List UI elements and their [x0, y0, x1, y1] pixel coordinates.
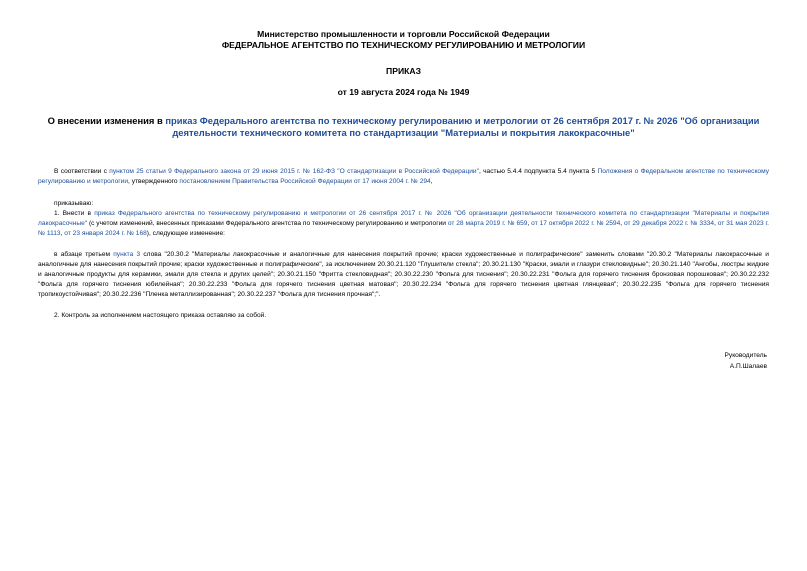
item1-text-3: , — [527, 220, 532, 227]
amendment-paragraph — [38, 250, 769, 300]
order-word: приказываю: — [54, 200, 94, 207]
signature-name: А.П.Шалаев — [729, 363, 767, 370]
preamble-text-4: , — [430, 178, 433, 185]
law-link[interactable]: пунктом 25 статьи 9 Федерального закона от 29 июня 2015 г. № 162-ФЗ "О стандартизации в Российской Федерации" — [109, 168, 479, 175]
clause-3-link[interactable]: пункта 3 — [113, 251, 141, 258]
title-link[interactable]: приказ Федерального агентства по техническому регулированию и метрологии от 26 сентября 2017 г. № 2026 "Об организации деятельности технического комитета по стандартизации "Материалы и покрытия лакокрасочные" — [165, 115, 760, 138]
preamble-text-3: , утвержденного — [128, 178, 180, 185]
preamble-paragraph — [38, 167, 769, 187]
item1-text-1: 1. Внести в — [54, 210, 95, 217]
amendment-text-1: в абзаце третьем — [54, 251, 114, 258]
item1-text-4: , — [620, 220, 624, 227]
regulation-link[interactable]: Положения о Федеральном агентстве по техническому регулированию и метрологии — [38, 168, 770, 185]
ministry-name: Министерство промышленности и торговли Российской Федерации — [257, 29, 550, 39]
order-1113-link[interactable]: от 31 мая 2023 г. № 1113 — [38, 220, 769, 237]
amendment-text-2: слова "20.30.2 "Материалы лакокрасочные и аналогичные для нанесения покрытий прочие; краски художественные и полиграфические" заменить словами "20.30.2 "Материалы лакокрасочные и аналогичные для нанесения покрытий прочие; краски художественные и полиграфические", за исключением 20.30.21.120 "Глушители стекла"; 20.30.21.130 "Краски, эмали и глазури стекловидные"; 20.30.21.140 "Ангобы, люстры жидкие и аналогичные продукты для керамики, эмали для стекла и других целей"; 20.30.21.150 "Фритта стекловидная"; 20.30.22.230 "Фольга для тиснения"; 20.30.22.231 "Фольга для горячего тиснения бронзовая порошковая"; 20.30.22.232 "Фольга для горячего тиснения юбилейная"; 20.30.22.233 "Фольга для горячего тиснения цветная матовая"; 20.30.22.234 "Фольга для горячего тиснения цветная глянцевая"; 20.30.22.235 "Фольга для горячего тиснения тропикоустойчивая"; 20.30.22.236 "Пленка металлизированная"; 20.30.22.237 "Фольга для тиснения прочная";". — [38, 251, 769, 298]
doc-title — [40, 115, 767, 139]
order-2594-link[interactable]: от 17 октября 2022 г. № 2594 — [531, 220, 621, 227]
agency-name: ФЕДЕРАЛЬНОЕ АГЕНТСТВО ПО ТЕХНИЧЕСКОМУ РЕГУЛИРОВАНИЮ И МЕТРОЛОГИИ — [221, 40, 586, 50]
order-659-link[interactable]: от 28 марта 2019 г. № 659 — [447, 220, 528, 227]
resolution-link[interactable]: постановлением Правительства Российской Федерации от 17 июня 2004 г. № 294 — [179, 178, 431, 185]
item1-text-5: , — [714, 220, 718, 227]
order-3334-link[interactable]: от 29 декабря 2022 г. № 3334 — [623, 220, 715, 227]
doc-type: ПРИКАЗ — [386, 66, 421, 76]
order-168-link[interactable]: от 23 января 2024 г. № 168 — [64, 230, 147, 237]
item1-text-7: ), следующее изменение: — [146, 230, 225, 237]
item-1-paragraph — [38, 209, 769, 239]
item-2-paragraph: 2. Контроль за исполнением настоящего приказа оставляю за собой. — [54, 312, 267, 319]
preamble-text-2: , частью 5.4.4 подпункта 5.4 пункта 5 — [478, 168, 598, 175]
doc-date-number: от 19 августа 2024 года № 1949 — [337, 87, 470, 97]
title-prefix: О внесении изменения в — [47, 115, 166, 126]
item1-text-6: , — [60, 230, 65, 237]
signature-position: Руководитель — [724, 352, 767, 359]
preamble-text-1: В соответствии с — [54, 168, 110, 175]
order-2026-link[interactable]: приказ Федерального агентства по техническому регулированию и метрологии от 26 сентября 2017 г. № 2026 "Об организации деятельности технического комитета по стандартизации "Материалы и покрытия лакокрасочные" — [38, 210, 769, 227]
item1-text-2: (с учетом изменений, внесенных приказами Федерального агентства по техническому регулированию и метрологии — [87, 220, 448, 227]
